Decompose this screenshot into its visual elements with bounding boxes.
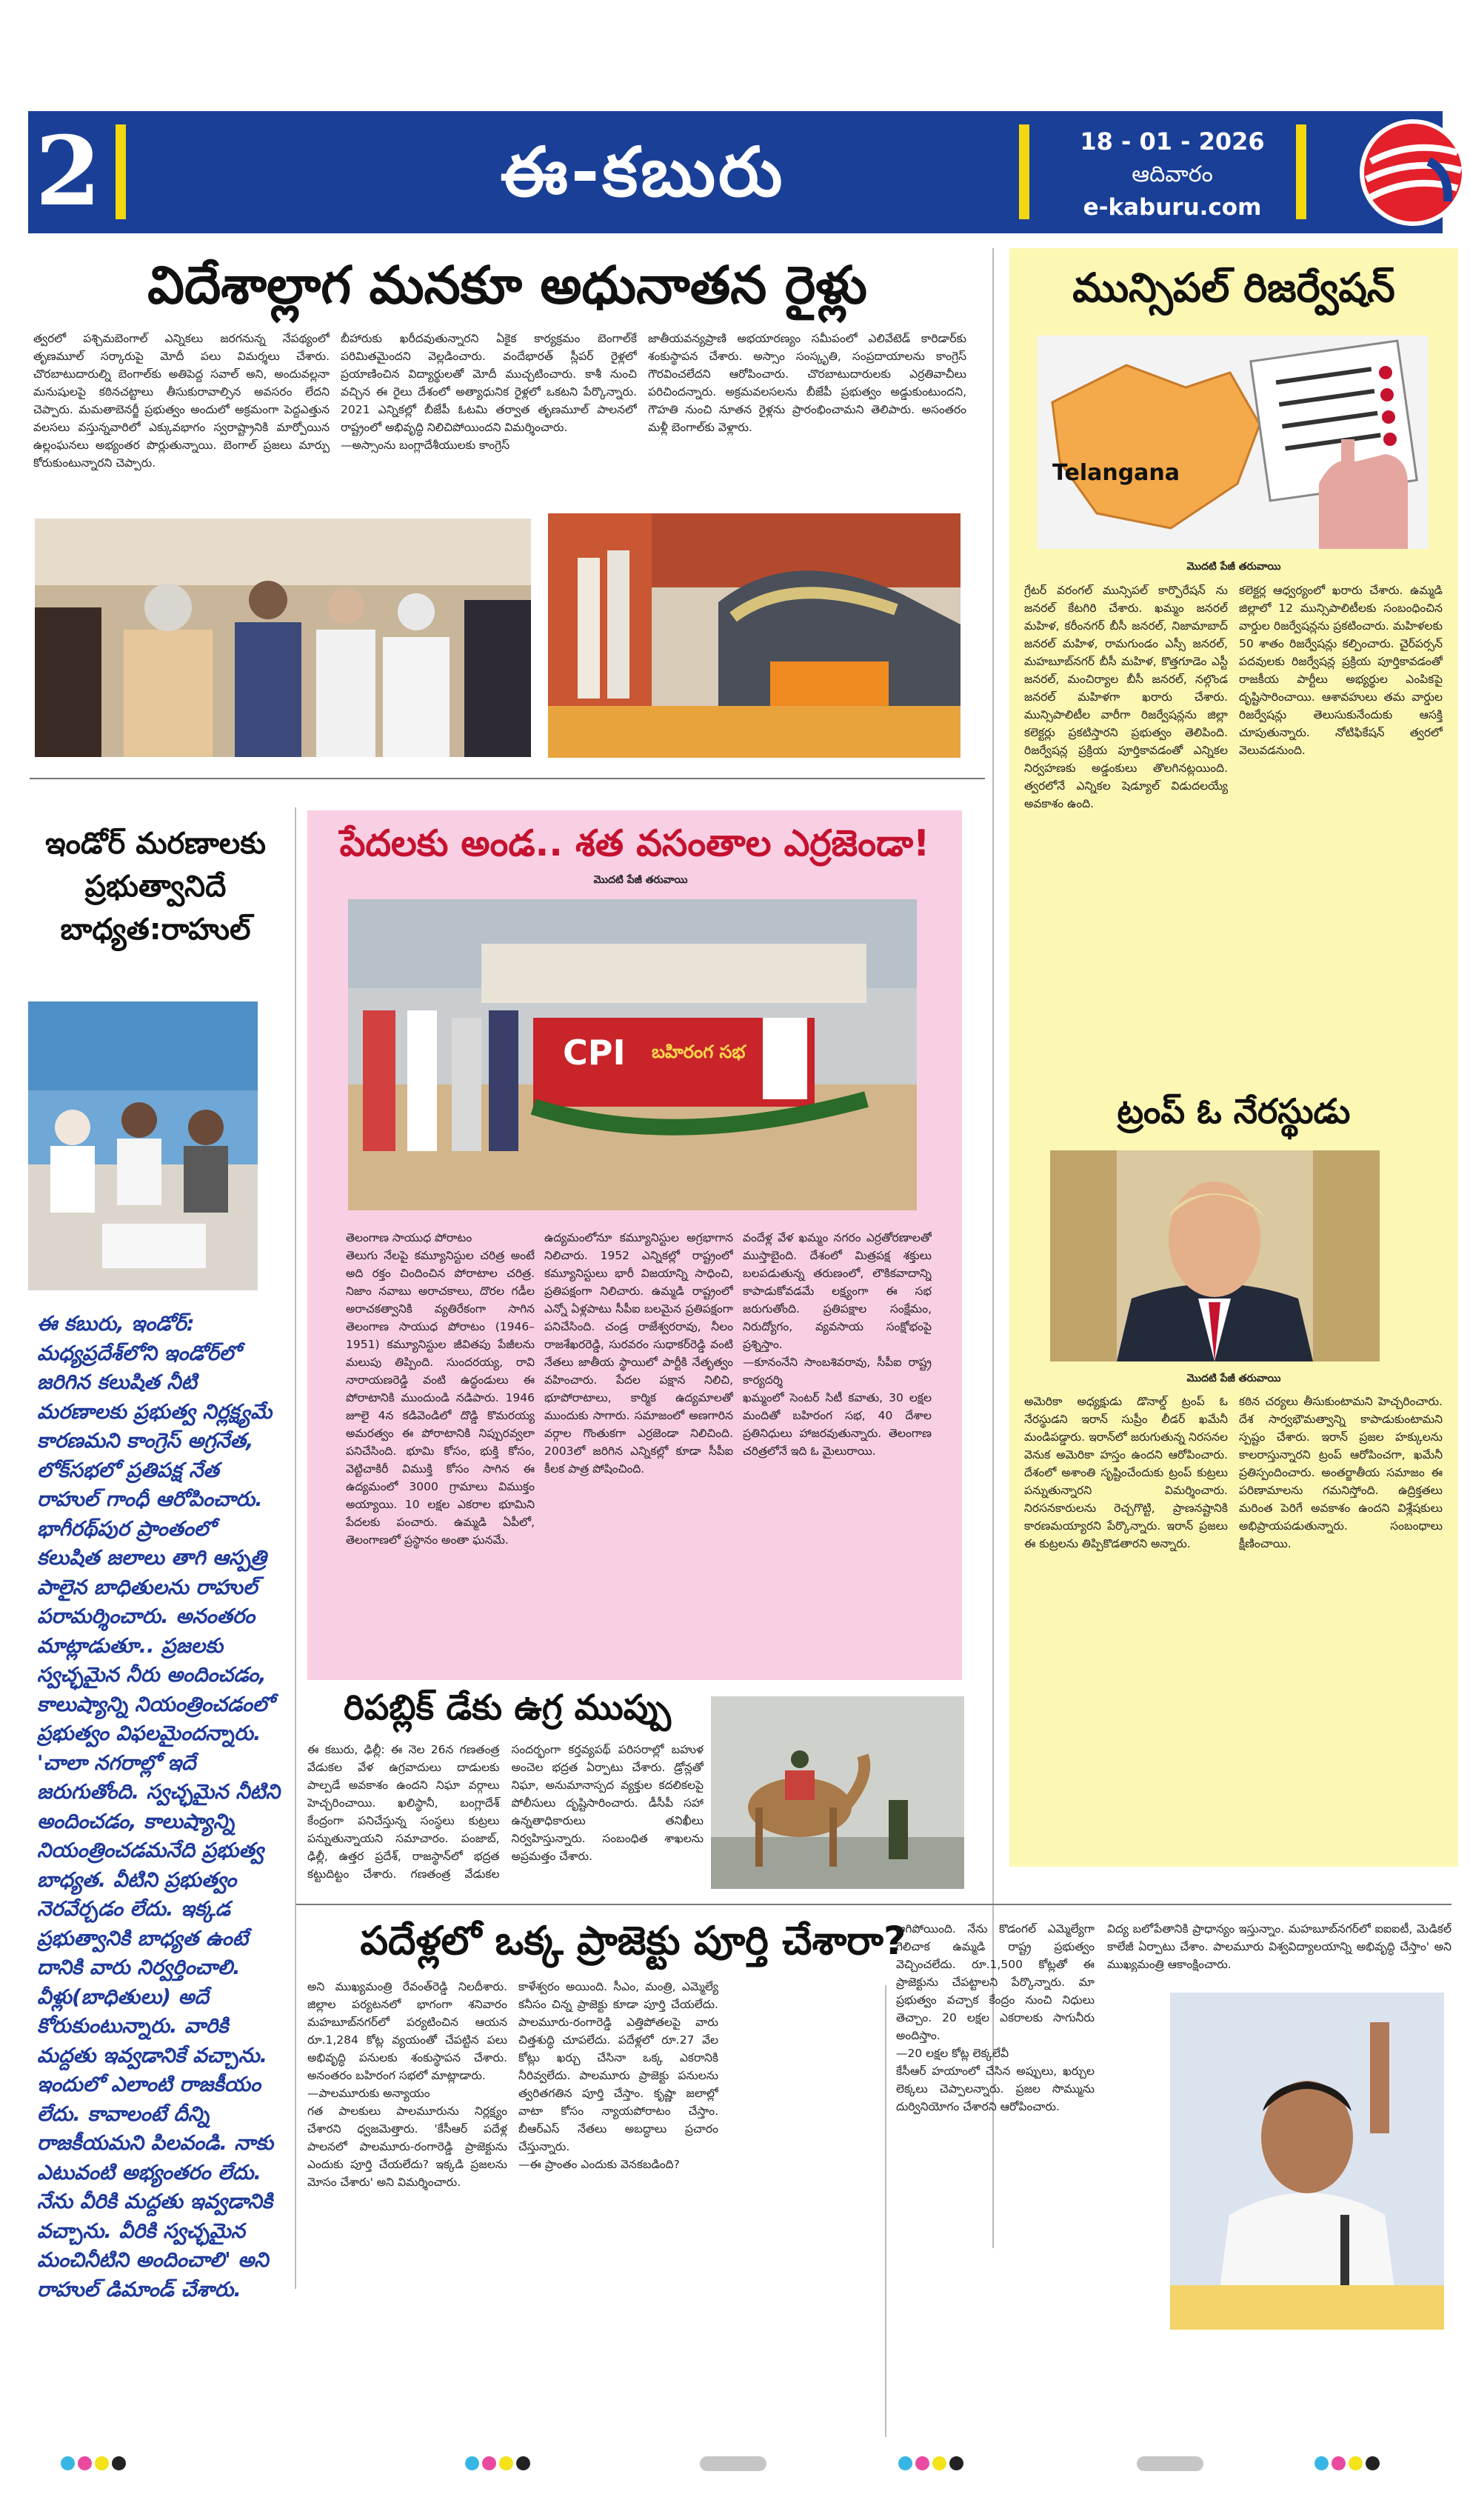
photo-trump xyxy=(1050,1150,1380,1361)
registration-marks xyxy=(1314,2456,1383,2473)
municipal-column-1: గ్రేటర్ వరంగల్ మున్సిపల్ కార్పొరేషన్ ను జనరల్ కేటగిరి చేశారు. ఖమ్మం జనరల్ మహిళ, కరీంనగర్ బీసీ జనరల్, నిజామాబాద్ జనరల్ మహిళ, రామగుండం ఎస్సీ జనరల్, మహబూబ్‌నగర్ బీసీ మహిళ, కొత్తగూడెం ఎస్టీ జనరల్, మంచిర్యాల బీసీ జనరల్, నల్గొండ జనరల్ మహిళగా ఖరారు చేశారు. మున్సిపాలిటీల వారీగా రిజర్వేషన్లను జిల్లా కలెక్టర్లు ప్రకటిస్తారని ప్రభుత్వం తెలిపింది. రిజర్వేషన్ల ప్రక్రియ పూర్తికావడంతో ఎన్నికల నిర్వహణకు అడ్డంకులు తొలగినట్లయింది. త్వరలోనే ఎన్నికల షెడ్యూల్ విడుదలయ్యే అవకాశం ఉంది. xyxy=(1024,584,1228,810)
section-divider xyxy=(30,778,985,779)
revanth-column-4: విద్య బలోపేతానికి ప్రాధాన్యం ఇస్తున్నాం. మహబూబ్‌నగర్‌లో ఐఐఐటీ, మెడికల్ కాలేజీ ఏర్పాటు చేశాం. పాలమూరు విశ్వవిద్యాలయాన్ని అభివృద్ధి చేస్తాం' అని ముఖ్యమంత్రి ఆకాంక్షించారు. xyxy=(1107,1922,1451,1971)
column-rule xyxy=(295,807,296,2289)
photo-modi-students xyxy=(35,519,531,757)
photo-camel-contingent xyxy=(711,1696,964,1889)
trump-byline: మొదటి పేజీ తరువాయి xyxy=(1186,1373,1281,1384)
masthead-divider xyxy=(116,124,126,219)
map-label: Telangana xyxy=(1052,460,1180,486)
column-rule xyxy=(885,1985,886,2437)
photo-revanth-reddy xyxy=(1170,1993,1444,2330)
masthead-divider xyxy=(1296,124,1306,219)
revanth-column-1: అని ముఖ్యమంత్రి రేవంత్‌రెడ్డి నిలదీశారు. జిల్లాల పర్యటనలో భాగంగా శనివారం మహబూబ్‌నగర్‌లో పర్యటించిన ఆయన రూ.1,284 కోట్ల వ్యయంతో చేపట్టిన పలు అభివృద్ధి పనులకు శంకుస్థాపన చేశారు. అనంతరం బహిరంగ సభలో మాట్లాడారు. —పాలమూరుకు అన్యాయం గత పాలకులు పాలమూరును నిర్లక్ష్యం చేశారని ధ్వజమెత్తారు. 'కేసీఆర్ పదేళ్ల పాలనలో పాలమూరు-రంగారెడ్డి ప్రాజెక్టును ఎందుకు పూర్తి చేయలేదు? ఇక్కడి ప్రజలను మోసం చేశారు' అని విమర్శించారు. xyxy=(307,1980,507,2189)
photo-rahul-gandhi-visit xyxy=(28,1001,258,1290)
photo-vande-bharat-train xyxy=(548,513,960,758)
municipal-headline: మున్సిపల్ రిజర్వేషన్ xyxy=(1072,264,1395,311)
registration-marks xyxy=(61,2456,129,2473)
masthead-title: ఈ-కబురు xyxy=(500,133,786,212)
rally-banner-left: CPI xyxy=(563,1033,626,1073)
registration-marks xyxy=(898,2456,966,2473)
republic-story-text: ఈ కబురు, ఢిల్లీ: ఈ నెల 26న గణతంత్ర వేడుకల వేళ ఉగ్రవాదులు దాడులకు పాల్పడే అవకాశం ఉందని నిఘా వర్గాలు హెచ్చరించాయి. ఖలిస్థానీ, బంగ్లాదేశ్ కేంద్రంగా పనిచేస్తున్న సంస్థలు కుట్రలు పన్నుతున్నాయని సమాచారం. పంజాబ్, ఢిల్లీ, ఉత్తర ప్రదేశ్, రాజస్థాన్‌లో భద్రత కట్టుదిట్టం చేశారు. గణతంత్ర వేడుకల సందర్భంగా కర్తవ్యపథ్ పరిసరాల్లో బహుళ అంచెల భద్రత ఏర్పాటు చేశారు. డ్రోన్లతో నిఘా, అనుమానాస్పద వ్యక్తుల కదలికలపై పోలీసులు దృష్టిసారించారు. డీసీపీ సహా ఉన్నతాధికారులు తనిఖీలు నిర్వహిస్తున్నారు. సంబంధిత శాఖలను అప్రమత్తం చేశారు. xyxy=(307,1743,704,1881)
graphic-telangana-map xyxy=(1038,336,1429,549)
revanth-headline: పదేళ్లలో ఒక్క ప్రాజెక్టు పూర్తి చేశారా? xyxy=(360,1919,906,1964)
photo-cpi-rally xyxy=(348,899,917,1210)
issue-day: ఆదివారం xyxy=(1132,161,1213,187)
registration-marks xyxy=(465,2456,533,2473)
municipal-story-box xyxy=(1009,248,1458,1867)
website-url[interactable]: e-kaburu.com xyxy=(1083,194,1262,221)
revanth-column-2: కాళేశ్వరం అయింది. సీఎం, మంత్రి, ఎమ్మెల్యే కనీసం చిన్న ప్రాజెక్టు కూడా పూర్తి చేయలేదు. పాలమూరు-రంగారెడ్డి ఎత్తిపోతలపై వారు చిత్తశుద్ధి చూపలేదు. పదేళ్లలో రూ.27 వేల కోట్లు ఖర్చు చేసినా ఒక్క ఎకరానికి నీరివ్వలేదు. పాలమూరు ప్రాజెక్టు పనులను త్వరితగతిన పూర్తి చేస్తాం. కృష్ణా జలాల్లో వాటా కోసం న్యాయపోరాటం చేస్తాం. బీఆర్ఎస్ నేతలు అబద్ధాలు ప్రచారం చేస్తున్నారు. —ఈ ప్రాంతం ఎందుకు వెనకబడింది? xyxy=(518,1980,718,2171)
page-number: 2 xyxy=(35,116,101,227)
rally-banner-right: బహిరంగ సభ xyxy=(652,1041,746,1062)
cpi-headline: పేదలకు అండ.. శత వసంతాల ఎర్రజెండా! xyxy=(339,822,930,864)
section-divider xyxy=(296,1904,1451,1905)
masthead xyxy=(28,111,1443,233)
indore-headline: ఇండోర్ మరణాలకు ప్రభుత్వానిదే బాధ్యత:రాహుల్ xyxy=(45,827,266,947)
municipal-column-2: కలెక్టర్ల ఆధ్వర్యంలో ఖరారు చేశారు. ఉమ్మడి జిల్లాలో 12 మున్సిపాలిటీలకు సంబంధించిన వార్డుల రిజర్వేషన్లను ప్రకటించారు. మహిళలకు 50 శాతం రిజర్వేషన్లు కల్పించారు. చైర్‌పర్సన్ పదవులకు రిజర్వేషన్ల ప్రక్రియ పూర్తికావడంతో రాజకీయ పార్టీలు అభ్యర్థుల ఎంపికపై దృష్టిసారించాయి. ఆశావహులు తమ వార్డుల రిజర్వేషన్లు తెలుసుకునేందుకు ఆసక్తి చూపుతున్నారు. నోటిఫికేషన్ త్వరలో వెలువడనుంది. xyxy=(1239,584,1443,757)
republic-headline: రిపబ్లిక్ డేకు ఉగ్ర ముప్పు xyxy=(343,1687,671,1728)
trump-column-2: కఠిన చర్యలు తీసుకుంటామని హెచ్చరించారు. దేశ సార్వభౌమత్వాన్ని కాపాడుకుంటామని స్పష్టం చేశారు. ఇరాన్ ప్రజల హక్కులను కాలరాస్తున్నారని ట్రంప్ ఆరోపించగా, ఖమేనీ ప్రతిస్పందించారు. అంతర్జాతీయ సమాజం ఈ పరిణామాలను గమనిస్తోంది. ఉద్రిక్తతలు మరింత పెరిగే అవకాశం ఉందని విశ్లేషకులు అభిప్రాయపడుతున్నారు. సంబంధాలు క్షీణించాయి. xyxy=(1239,1395,1443,1550)
cpi-byline: మొదటి పేజీ తరువాయి xyxy=(593,874,688,886)
trump-headline: ట్రంప్ ఓ నేరస్థుడు xyxy=(1117,1091,1351,1131)
rail-column-2: బీహారుకు ఖరీదవుతున్నారని ఏకైక కార్యక్రమం బెంగాల్‌కే పరిమితమైందని వెల్లడించారు. వందేభారత్ స్లీపర్ రైళ్లలో ప్రయాణించిన విద్యార్థులతో మోదీ ముచ్చటించారు. కాశీ నుంచి వచ్చిన ఈ రైలు దేశంలో అత్యాధునిక రైళ్లలో ఒకటని పేర్కొన్నారు. 2021 ఎన్నికల్లో బీజేపీ ఓటమి తర్వాత తృణమూల్ పాలనలో రాష్ట్రంలో అభివృద్ధి నిలిచిపోయిందని విమర్శించారు. —అస్సాంను బంగ్లాదేశీయులకు కాంగ్రెస్ xyxy=(341,332,637,452)
cpi-column-1: తెలంగాణ సాయుధ పోరాటం తెలుగు నేలపై కమ్యూనిస్టుల చరిత్ర అంటే అది రక్తం చిందించిన పోరాటాల చరిత్ర. నిజాం నవాబు అరాచకాలు, దొరల గడీల అరాచకత్వానికి వ్యతిరేకంగా సాగిన తెలంగాణ సాయుధ పోరాటం (1946–1951) కమ్యూనిస్టుల జీవితపు పేజీలను మలుపు తిప్పింది. సుందరయ్య, రావి నారాయణరెడ్డి వంటి ఉద్ధండులు ఈ పోరాటానికి ముందుండి నడిపారు. 1946 జూలై 4న కడివెండిలో దొడ్డి కొమరయ్య అమరత్వం ఈ పోరాటానికి నిప్పురవ్వలా పనిచేసింది. భూమి కోసం, భుక్తి కోసం, వెట్టిచాకిరీ విముక్తి కోసం సాగిన ఈ ఉద్యమంలో 3000 గ్రామాలు విముక్తం అయ్యాయి. 10 లక్షల ఎకరాల భూమిని పేదలకు పంచారు. ఉమ్మడి ఏపీలో, తెలంగాణలో ప్రస్థానం అంతా ఘనమే. xyxy=(346,1231,535,1547)
cpi-story-box xyxy=(307,810,962,1680)
newspaper-logo-icon xyxy=(1357,117,1469,228)
cpi-column-3: వందేళ్ల వేళ ఖమ్మం నగరం ఎర్రతోరణాలతో ముస్తాబైంది. దేశంలో మిత్రపక్ష శక్తులు బలపడుతున్న తరుణంలో, లౌకికవాదాన్ని కాపాడుకోవడమే లక్ష్యంగా ఈ సభ జరుగుతోంది. ప్రతిపక్షాల సంక్షేమం, నిరుద్యోగం, వ్యవసాయ సంక్షోభంపై ప్రశ్నిస్తాం. —కూనంనేని సాంబశివరావు, సీపీఐ రాష్ట్ర కార్యదర్శి ఖమ్మంలో సెంటర్ సిటీ కవాతు, 30 లక్షల మందితో బహిరంగ సభ, 40 దేశాల ప్రతినిధులు హాజరవుతున్నారు. తెలంగాణ చరిత్రలోనే ఇది ఓ మైలురాయి. xyxy=(743,1231,932,1458)
indore-story-text: ఈ కబురు, ఇండోర్: మధ్యప్రదేశ్‌లోని ఇండోర్‌లో జరిగిన కలుషిత నీటి మరణాలకు ప్రభుత్వ నిర్లక్ష్యమే కారణమని కాంగ్రెస్ అగ్రనేత, లోక్‌సభలో ప్రతిపక్ష నేత రాహుల్ గాంధీ ఆరోపించారు. భాగీరథ్‌పుర ప్రాంతంలో కలుషిత జలాలు తాగి ఆస్పత్రి పాలైన బాధితులను రాహుల్ పరామర్శించారు. అనంతరం మాట్లాడుతూ.. ప్రజలకు స్వచ్ఛమైన నీరు అందించడం, కాలుష్యాన్ని నియంత్రించడంలో ప్రభుత్వం విఫలమైందన్నారు. 'చాలా నగరాల్లో ఇదే జరుగుతోంది. స్వచ్ఛమైన నీటిని అందించడం, కాలుష్యాన్ని నియంత్రించడమనేది ప్రభుత్వ బాధ్యత. వీటిని ప్రభుత్వం నెరవేర్చడం లేదు. ఇక్కడ ప్రభుత్వానికి బాధ్యత ఉంటే దానికి వారు నిర్వర్తించాలి. వీళ్లు(బాధితులు) అదే కోరుకుంటున్నారు. వారికి మద్దతు ఇవ్వడానికే వచ్చాను. ఇందులో ఎలాంటి రాజకీయం లేదు. కావాలంటే దీన్ని రాజకీయమని పిలవండి. నాకు ఎటువంటి అభ్యంతరం లేదు. నేను వీరికి మద్దతు ఇవ్వడానికి వచ్చాను. వీరికి స్వచ్ఛమైన మంచినీటిని అందించాలి' అని రాహుల్ డిమాండ్ చేశారు. xyxy=(37,1312,281,2301)
revanth-column-3: ఆగిపోయింది. నేను కొడంగల్ ఎమ్మెల్యేగా గెలిచాక ఉమ్మడి రాష్ట్ర ప్రభుత్వం వెచ్చించలేదు. రూ.1,500 కోట్లతో ఈ ప్రాజెక్టును చేపట్టాలని పేర్కొన్నారు. మా ప్రభుత్వం వచ్చాక కేంద్రం నుంచి నిధులు తెచ్చాం. 20 లక్షల ఎకరాలకు సాగునీరు అందిస్తాం. —20 లక్షల కోట్ల లెక్కలేవీ కేసీఆర్ హయాంలో చేసిన అప్పులు, ఖర్చుల లెక్కలు చెప్పాలన్నారు. ప్రజల సొమ్మును దుర్వినియోగం చేశారని ఆరోపించారు. xyxy=(896,1922,1095,2113)
rail-column-1: త్వరలో పశ్చిమబెంగాల్ ఎన్నికలు జరగనున్న నేపథ్యంలో తృణమూల్ సర్కారుపై మోదీ పలు విమర్శలు చేశారు. చొరబాటుదారుల్ని బెంగాల్‌కు అతిపెద్ద సవాల్ అని, అందువల్లనా మనుషులపై కఠినచట్టాలు తీసుకురావాల్సిన అవసరం లేదని చెప్పారు. మమతాబెనర్జీ ప్రభుత్వం అందులో అక్రమంగా పెద్దఎత్తున వలసలు వస్తున్నవారిలో ఎక్కువభాగం స్వరాష్ట్రానికి మార్పోయిన ఉల్లంఘనలు అభ్యంతర పొర్లుతున్నాయి. బెంగాల్ ప్రజలు మార్పు కోరుకుంటున్నారని చెప్పారు. xyxy=(33,332,330,470)
trump-column-1: అమెరికా అధ్యక్షుడు డొనాల్డ్ ట్రంప్ ఓ నేరస్థుడని ఇరాన్ సుప్రీం లీడర్ ఖమేనీ మండిపడ్డారు. ఇరాన్‌లో జరుగుతున్న నిరసనల వెనుక అమెరికా హస్తం ఉందని ఆరోపించారు. దేశంలో అశాంతి సృష్టించేందుకు ట్రంప్ కుట్రలు పన్నుతున్నారని విమర్శించారు. నిరసనకారులను రెచ్చగొట్టి, ప్రాణనష్టానికి కారణమయ్యారని పేర్కొన్నారు. ఇరాన్ ప్రజలు ఈ కుట్రలను తిప్పికొడతారని అన్నారు. xyxy=(1024,1395,1228,1550)
cpi-column-2: ఉద్యమంలోనూ కమ్యూనిస్టుల అగ్రభాగాన నిలిచారు. 1952 ఎన్నికల్లో రాష్ట్రంలో కమ్యూనిస్టులు భారీ విజయాన్ని సాధించి, ప్రతిపక్షంగా నిలిచారు. ఉమ్మడి రాష్ట్రంలో ఎన్నో ఏళ్లపాటు సీపీఐ బలమైన ప్రతిపక్షంగా పనిచేసింది. చండ్ర రాజేశ్వరరావు, నీలం రాజశేఖరరెడ్డి, సురవరం సుధాకర్‌రెడ్డి వంటి నేతలు జాతీయ స్థాయిలో పార్టీకి నేతృత్వం వహించారు. పేదల పక్షాన నిలిచి, భూపోరాటాలు, కార్మిక ఉద్యమాలతో ముందుకు సాగారు. సమాజంలో అణగారిన వర్గాల గొంతుకగా ఎర్రజెండా నిలిచింది. 2003లో జరిగిన ఎన్నికల్లో కూడా సీపీఐ కీలక పాత్ర పోషించింది. xyxy=(544,1231,733,1476)
rail-headline: విదేశాల్లాగ మనకూ అధునాతన రైళ్లు xyxy=(147,255,867,316)
rail-column-3: జాతీయవన్యప్రాణి అభయారణ్యం సమీపంలో ఎలివేటెడ్ కారిడార్‌కు శంకుస్థాపన చేశారు. అస్సాం సంస్కృతి, సంప్రదాయాలను కాంగ్రెస్ గౌరవించలేదని ఆరోపించారు. చొరబాటుదారులకు ఎర్రతివాచీలు పరిచిందన్నారు. అక్రమవలసలను బీజేపీ ప్రభుత్వం అడ్డుకుంటుందని, గౌహతి నుంచి నూతన రైళ్లను ప్రారంభించామని తెలిపారు. అసంతరం మళ్లీ బెంగాల్‌కు వెళ్లారు. xyxy=(648,332,966,434)
masthead-divider xyxy=(1019,124,1029,219)
registration-bar xyxy=(700,2456,766,2471)
issue-date: 18 - 01 - 2026 xyxy=(1080,127,1265,156)
municipal-byline: మొదటి పేజీ తరువాయి xyxy=(1186,561,1281,573)
registration-bar xyxy=(1137,2456,1203,2471)
